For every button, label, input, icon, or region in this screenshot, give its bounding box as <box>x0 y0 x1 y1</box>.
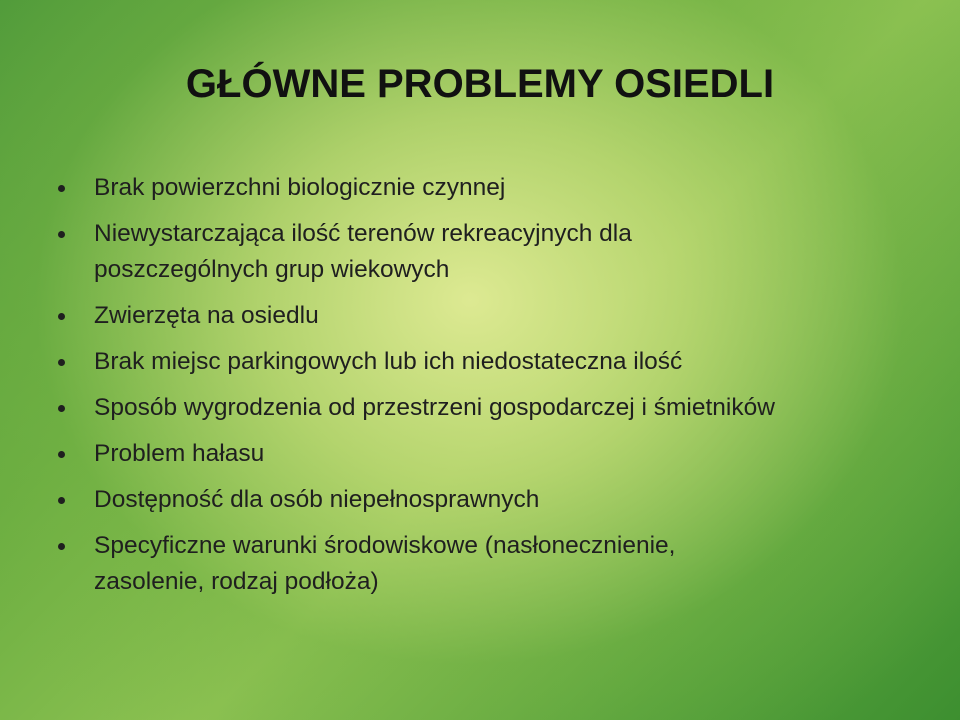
slide-title: GŁÓWNE PROBLEMY OSIEDLI <box>185 62 775 106</box>
list-item <box>58 390 918 426</box>
bullet-text: Problem hałasu <box>94 440 265 467</box>
bullet-text: Brak miejsc parkingowych lub ich niedostateczna ilość <box>94 348 683 375</box>
list-item <box>58 216 918 288</box>
bullet-dot-icon <box>58 451 65 458</box>
list-item <box>58 298 918 334</box>
bullet-dot-icon <box>58 185 65 192</box>
list-item <box>58 436 918 472</box>
bullet-text-continuation: poszczególnych grup wiekowych <box>94 256 450 283</box>
bullet-text: Sposób wygrodzenia od przestrzeni gospodarczej i śmietników <box>94 394 775 421</box>
bullet-dot-icon <box>58 543 65 550</box>
bullet-dot-icon <box>58 497 65 504</box>
list-item <box>58 482 918 518</box>
bullet-list <box>58 170 918 610</box>
bullet-text: Brak powierzchni biologicznie czynnej <box>94 174 506 201</box>
bullet-text: Specyficzne warunki środowiskowe (nasłonecznienie, <box>94 532 676 559</box>
list-item <box>58 528 918 600</box>
bullet-text: Niewystarczająca ilość terenów rekreacyjnych dla <box>94 220 632 247</box>
bullet-dot-icon <box>58 231 65 238</box>
bullet-text: Zwierzęta na osiedlu <box>94 302 319 329</box>
bullet-dot-icon <box>58 405 65 412</box>
bullet-text: Dostępność dla osób niepełnosprawnych <box>94 486 540 513</box>
bullet-text-continuation: zasolenie, rodzaj podłoża) <box>94 568 379 595</box>
bullet-dot-icon <box>58 313 65 320</box>
bullet-dot-icon <box>58 359 65 366</box>
list-item <box>58 344 918 380</box>
list-item <box>58 170 918 206</box>
